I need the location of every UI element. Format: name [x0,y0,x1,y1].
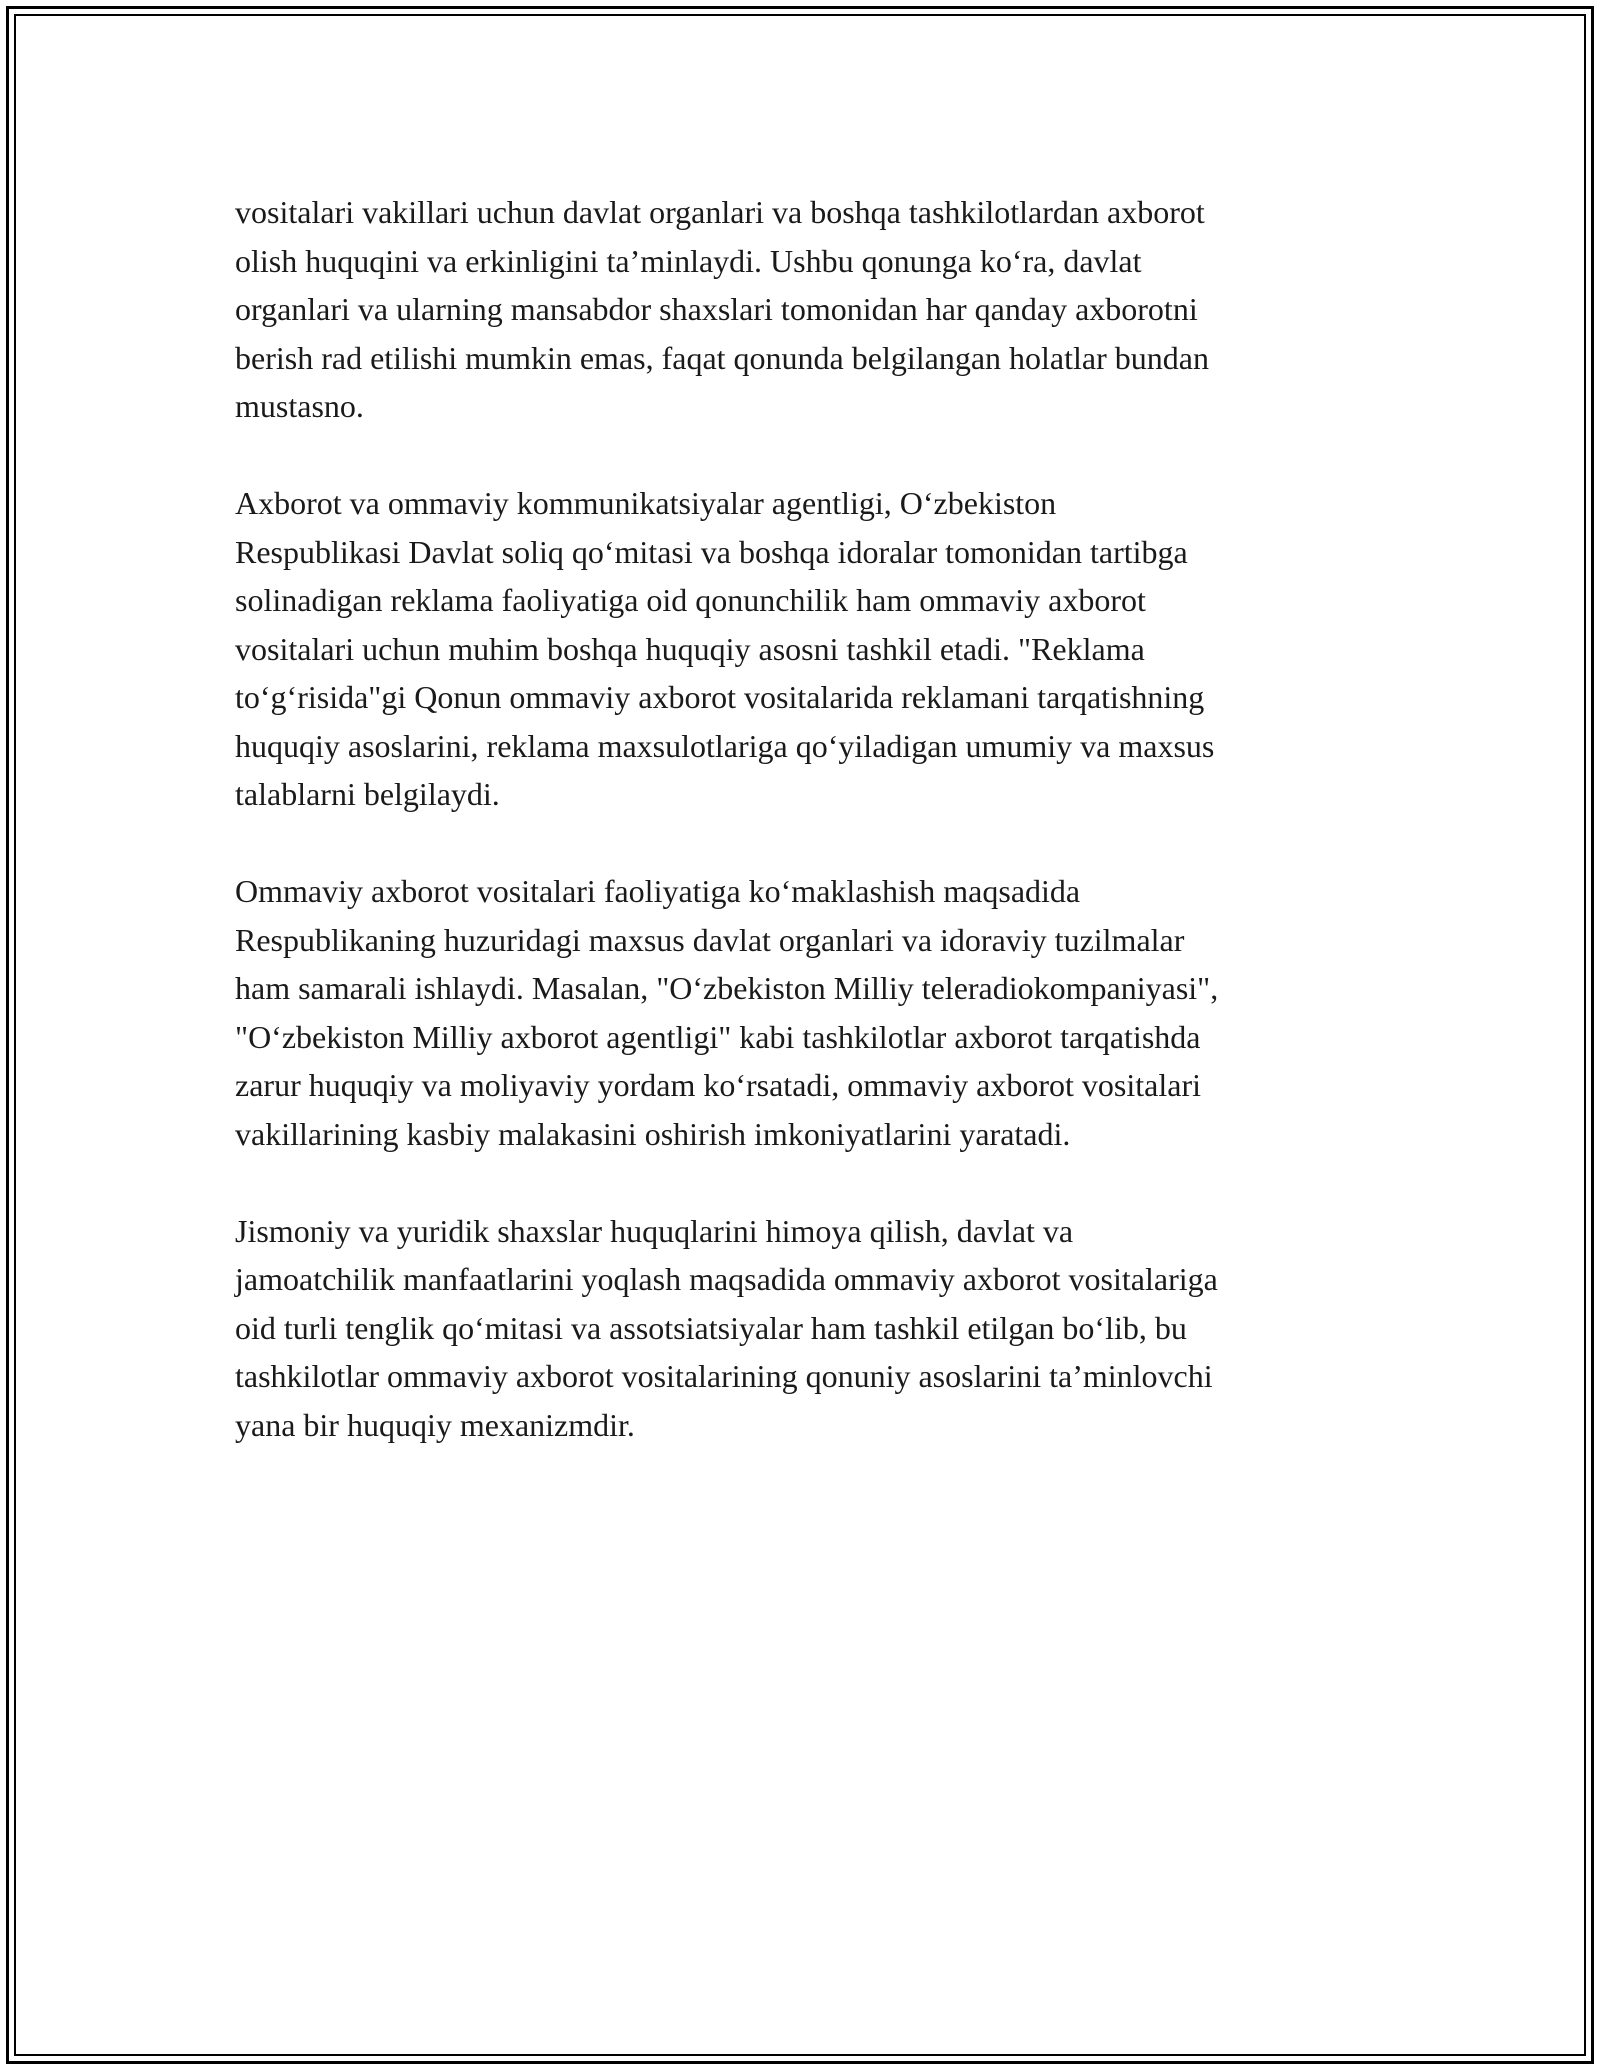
text-line: "O‘zbekiston Milliy axborot agentligi" kabi tashkilotlar axborot tarqatishda [235,1018,1201,1055]
text-line: Ommaviy axborot vositalari faoliyatiga ko‘maklashish maqsadida [235,873,1081,909]
text-line: organlari va ularning mansabdor shaxslari tomonidan har qanday axborotni [235,291,1198,327]
text-line: huquqiy asoslarini, reklama maxsulotlariga qo‘yiladigan umumiy va maxsus [235,727,1215,764]
text-line: to‘g‘risida"gi Qonun ommaviy axborot vositalarida reklamani tarqatishning [235,679,1205,715]
text-line: berish rad etilishi mumkin emas, faqat qonunda belgilangan holatlar bundan [235,339,1209,376]
text-line: jamoatchilik manfaatlarini yoqlash maqsadida ommaviy axborot vositalariga [235,1261,1218,1297]
text-line: oid turli tenglik qo‘mitasi va assotsiatsiyalar ham tashkil etilgan bo‘lib, bu [235,1309,1187,1346]
paragraph-4 [235,1207,1365,1450]
text-line: solinadigan reklama faoliyatiga oid qonunchilik ham ommaviy axborot [235,582,1146,618]
text-line: ham samarali ishlaydi. Masalan, "O‘zbekiston Milliy teleradiokompaniyasi", [235,970,1219,1006]
text-line: Respublikaning huzuridagi maxsus davlat organlari va idoraviy tuzilmalar [235,921,1185,958]
paragraph-2 [235,479,1365,819]
text-line: olish huquqini va erkinligini ta’minlaydi. Ushbu qonunga ko‘ra, davlat [235,242,1142,279]
text-line: zarur huquqiy va moliyaviy yordam ko‘rsatadi, ommaviy axborot vositalari [235,1067,1201,1103]
text-line: vositalari uchun muhim boshqa huquqiy asosni tashkil etadi. "Reklama [235,630,1145,667]
text-line: vositalari vakillari uchun davlat organlari va boshqa tashkilotlardan axborot [235,194,1205,230]
text-line: mustasno. [235,388,364,424]
text-line: talablarni belgilaydi. [235,776,500,812]
text-line: vakillarining kasbiy malakasini oshirish imkoniyatlarini yaratadi. [235,1115,1071,1152]
text-line: Jismoniy va yuridik shaxslar huquqlarini himoya qilish, davlat va [235,1212,1074,1249]
paragraph-3 [235,867,1365,1158]
text-line: Respublikasi Davlat soliq qo‘mitasi va boshqa idoralar tomonidan tartibga [235,533,1188,570]
text-line: Axborot va ommaviy kommunikatsiyalar agentligi, O‘zbekiston [235,485,1057,521]
document-body [235,188,1365,1498]
text-line: tashkilotlar ommaviy axborot vositalarining qonuniy asoslarini ta’minlovchi [235,1358,1213,1394]
paragraph-1 [235,188,1365,431]
text-line: yana bir huquqiy mexanizmdir. [235,1406,635,1443]
